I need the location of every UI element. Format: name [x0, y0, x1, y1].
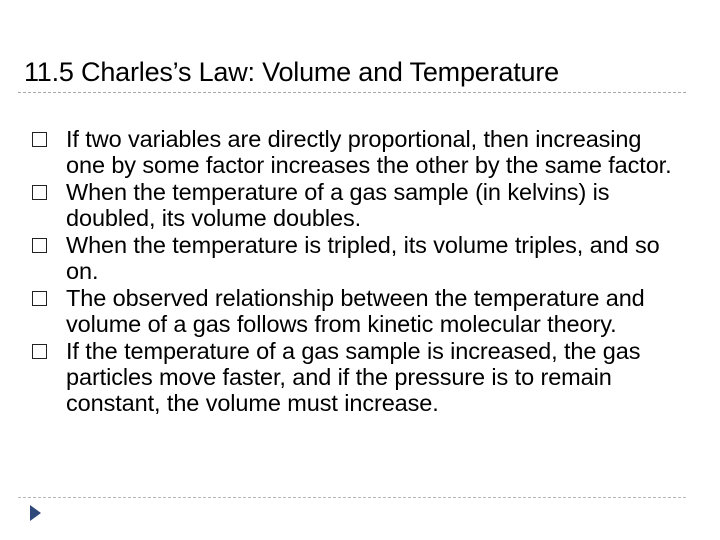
checkbox-square-icon — [32, 238, 47, 253]
checkbox-square-icon — [32, 344, 47, 359]
bullet-item — [32, 126, 682, 178]
bullet-item — [32, 179, 682, 231]
checkbox-square-icon — [32, 132, 47, 147]
bullet-item — [32, 285, 682, 337]
checkbox-square-icon — [32, 291, 47, 306]
bullet-text: The observed relationship between the temperature and volume of a gas follows from kinetic molecular theory. — [66, 285, 645, 337]
slide-title: 11.5 Charles’s Law: Volume and Temperature — [24, 57, 559, 87]
bullet-list — [32, 126, 682, 417]
bullet-text: If two variables are directly proportional, then increasing one by some factor increases the other by the same factor. — [66, 126, 672, 178]
bullet-item — [32, 232, 682, 284]
bullet-text: When the temperature is tripled, its volume triples, and so on. — [66, 232, 660, 284]
footer-divider — [18, 497, 686, 498]
checkbox-square-icon — [32, 185, 47, 200]
play-arrow-icon[interactable] — [30, 505, 41, 521]
bullet-text: When the temperature of a gas sample (in kelvins) is doubled, its volume doubles. — [66, 179, 610, 231]
bullet-item — [32, 338, 682, 416]
bullet-text: If the temperature of a gas sample is increased, the gas particles move faster, and if the pressure is to remain constant, the volume must increase. — [66, 338, 641, 416]
title-divider — [18, 92, 686, 93]
